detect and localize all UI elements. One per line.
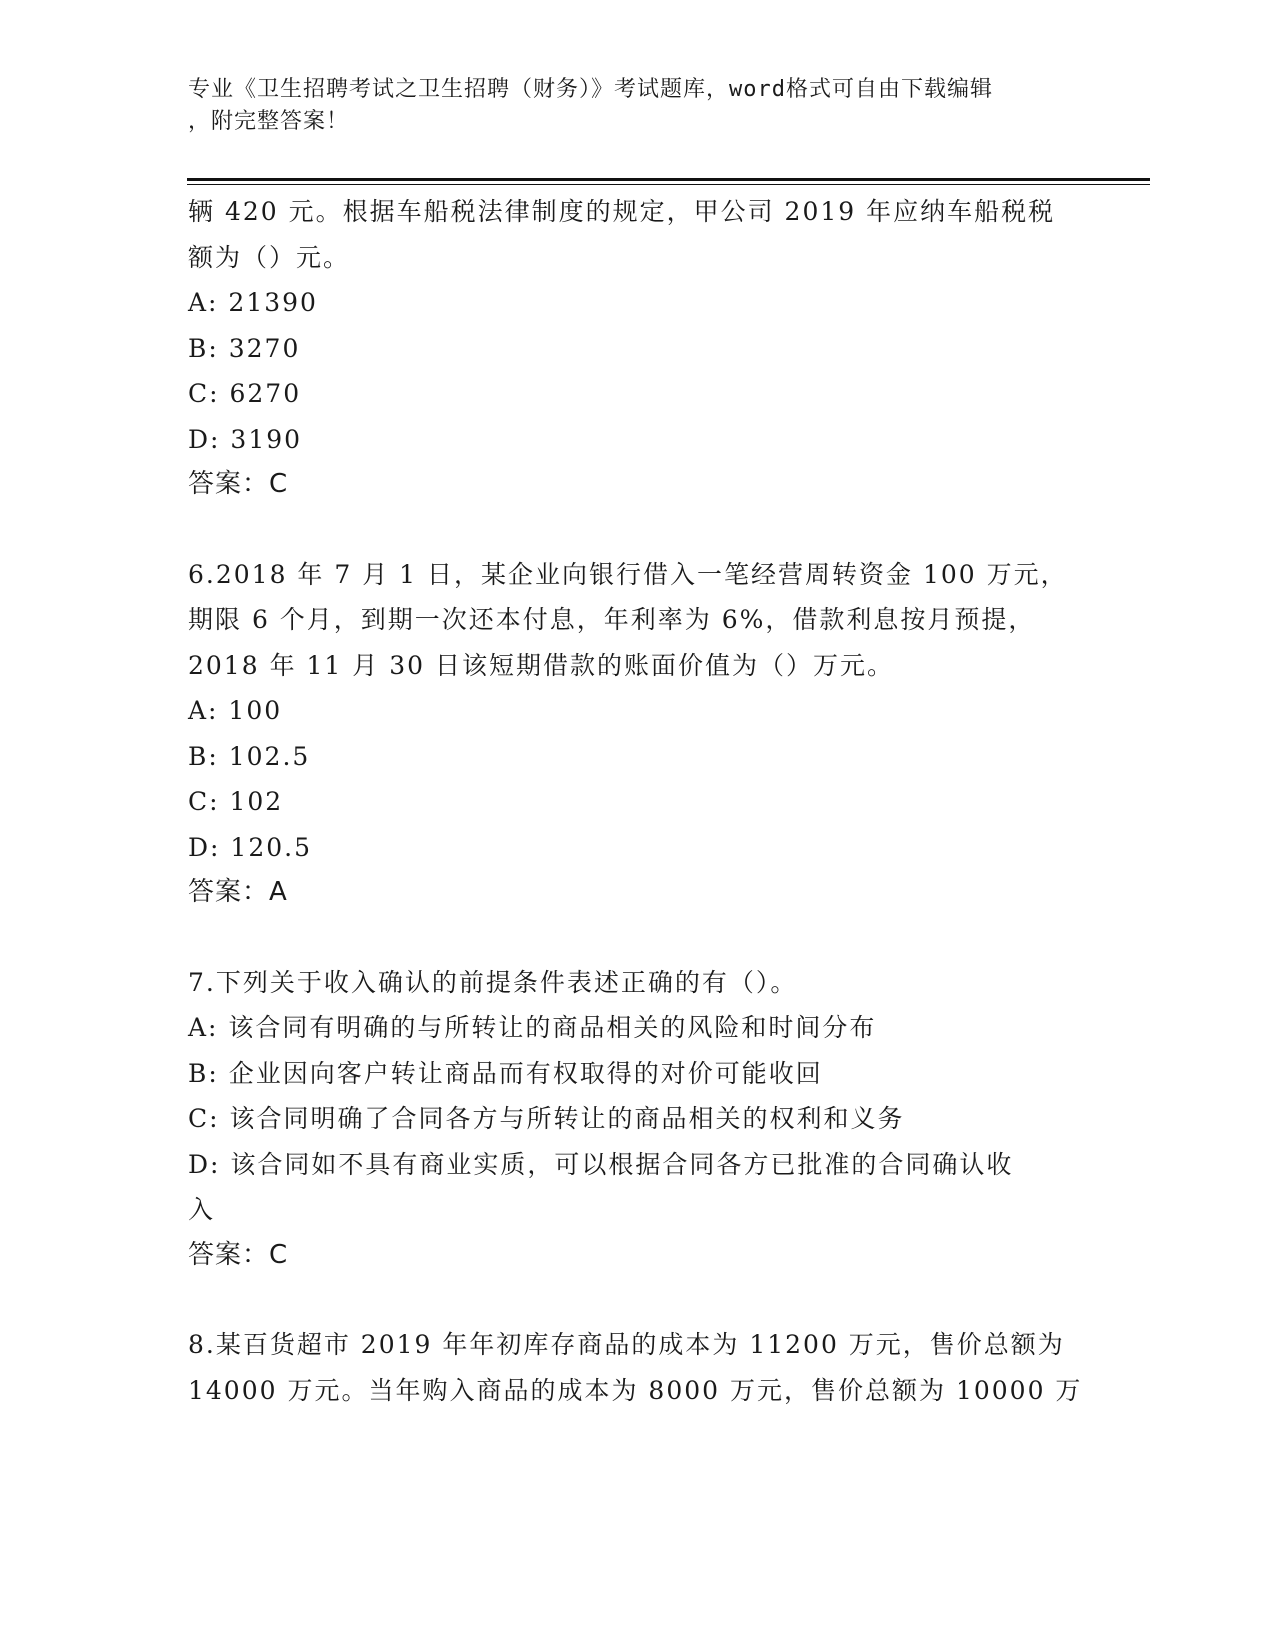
spacer [188, 916, 1078, 960]
option-a: A: 21390 [188, 288, 318, 317]
question-6 [188, 552, 1078, 916]
header-line-2: ，附完整答案！ [188, 109, 350, 134]
option-c: C: 6270 [188, 379, 302, 408]
answer-line: 答案：C [188, 469, 289, 499]
option-b: B: 3270 [188, 333, 301, 363]
header-line-1: 专业《卫生招聘考试之卫生招聘（财务）》考试题库，word格式可自由下载编辑 [188, 77, 993, 102]
option-d: D: 3190 [188, 424, 303, 454]
question-stem: 期限 6 个月，到期一次还本付息，年利率为 6%，借款利息按月预提， [188, 605, 1036, 634]
question-stem: 额为（）元。 [188, 242, 351, 272]
question-stem: 6.2018 年 7 月 1 日，某企业向银行借入一笔经营周转资金 100 万元， [188, 559, 1068, 589]
spacer [188, 1278, 1078, 1322]
option-a: A: 100 [188, 696, 283, 725]
question-stem: 2018 年 11 月 30 日该短期借款的账面价值为（）万元。 [188, 650, 894, 680]
document-body [188, 189, 1083, 1413]
option-a: A: 该合同有明确的与所转让的商品相关的风险和时间分布 [188, 1013, 877, 1042]
option-d: D: 该合同如不具有商业实质，可以根据合同各方已批准的合同确认收 [188, 1149, 1014, 1179]
spacer [188, 508, 1078, 552]
question-stem: 14000 万元。当年购入商品的成本为 8000 万元，售价总额为 10000 万 [188, 1375, 1083, 1405]
header-divider-thin [187, 184, 1150, 185]
option-d-continued: 入 [188, 1195, 216, 1224]
answer-line: 答案：C [188, 1239, 289, 1270]
question-stem: 8.某百货超市 2019 年年初库存商品的成本为 11200 万元，售价总额为 [188, 1330, 1065, 1359]
header-divider-thick [187, 178, 1150, 181]
question-7 [188, 960, 1078, 1279]
question-5 [188, 189, 1078, 508]
option-b: B: 企业因向客户转让商品而有权取得的对价可能收回 [188, 1058, 823, 1088]
question-stem: 辆 420 元。根据车船税法律制度的规定，甲公司 2019 年应纳车船税税 [188, 197, 1056, 226]
option-c: C: 102 [188, 787, 284, 816]
option-c: C: 该合同明确了合同各方与所转让的商品相关的权利和义务 [188, 1104, 905, 1133]
option-d: D: 120.5 [188, 832, 312, 862]
option-b: B: 102.5 [188, 741, 311, 771]
question-stem: 7.下列关于收入确认的前提条件表述正确的有（）。 [188, 967, 798, 997]
document-header [188, 74, 1068, 138]
answer-line: 答案：A [188, 877, 288, 907]
question-8 [188, 1322, 1083, 1413]
